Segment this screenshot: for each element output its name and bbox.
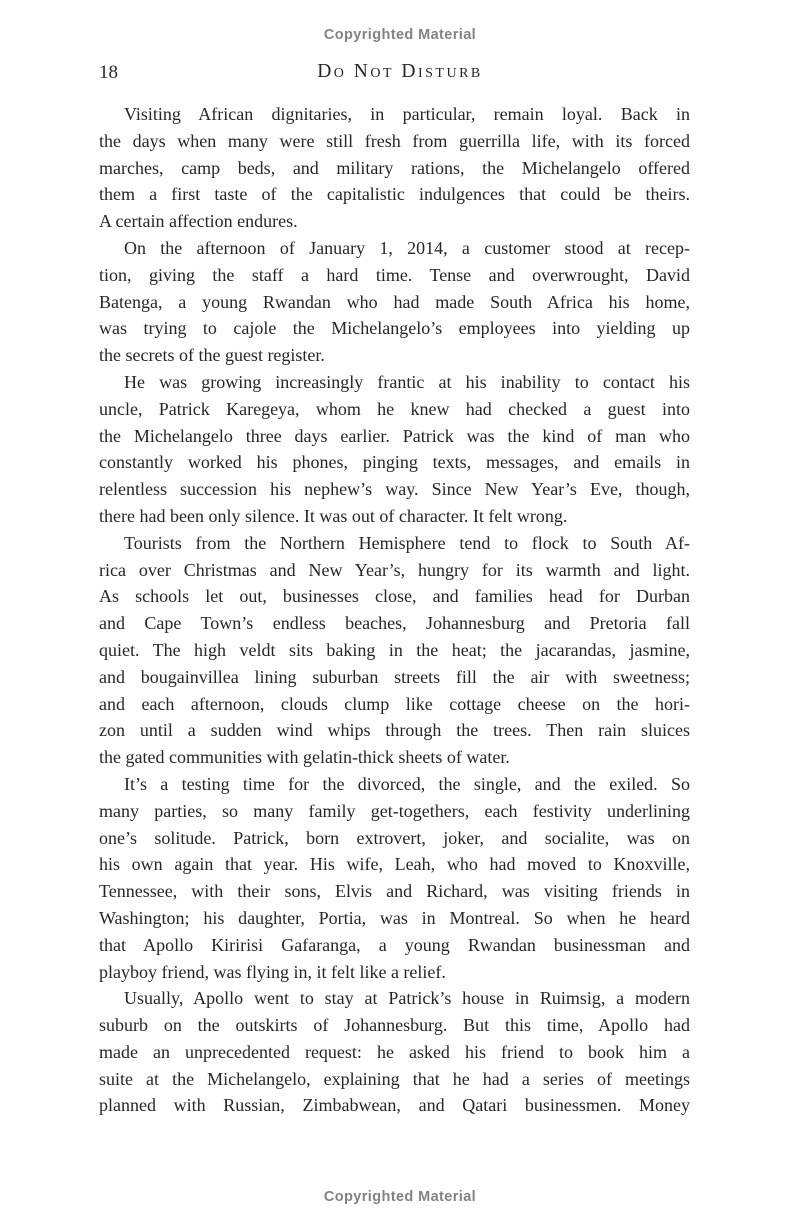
running-header: Do Not Disturb [317, 61, 483, 82]
body-line: quiet. The high veldt sits baking in the heat; the jacarandas, jasmine, [99, 639, 690, 660]
body-line: uncle, Patrick Karegeya, whom he knew had checked a guest into [99, 398, 690, 419]
body-line: Visiting African dignitaries, in particular, remain loyal. Back in [124, 104, 690, 124]
body-line: constantly worked his phones, pinging texts, messages, and emails in [99, 452, 690, 473]
body-line: He was growing increasingly frantic at his inability to contact his [124, 371, 690, 392]
body-line: and each afternoon, clouds clump like cottage cheese on the hori- [99, 693, 690, 714]
body-line: many parties, so many family get-togethers, each festivity underlining [99, 800, 690, 821]
body-line: and bougainvillea lining suburban streets fill the air with sweetness; [99, 666, 690, 687]
body-line: and Cape Town’s endless beaches, Johannesburg and Pretoria fall [99, 613, 690, 634]
body-line: suburb on the outskirts of Johannesburg. But this time, Apollo had [99, 1015, 690, 1036]
body-line: As schools let out, businesses close, and families head for Durban [99, 586, 690, 607]
body-line: It’s a testing time for the divorced, the single, and the exiled. So [124, 773, 690, 794]
body-line: there had been only silence. It was out of character. It felt wrong. [99, 505, 568, 526]
body-line: made an unprecedented request: he asked his friend to book him a [99, 1041, 690, 1062]
body-line: Washington; his daughter, Portia, was in Montreal. So when he heard [99, 907, 690, 928]
body-line: his own again that year. His wife, Leah, who had moved to Knoxville, [99, 854, 690, 875]
body-line: that Apollo Kiririsi Gafaranga, a young Rwandan businessman and [99, 934, 690, 955]
page-number: 18 [99, 62, 118, 83]
body-line: zon until a sudden wind whips through the trees. Then rain sluices [99, 720, 690, 741]
body-line: suite at the Michelangelo, explaining that he had a series of meetings [99, 1068, 690, 1089]
body-line: Tennessee, with their sons, Elvis and Richard, was visiting friends in [99, 881, 690, 902]
body-line: Tourists from the Northern Hemisphere tend to flock to South Af- [124, 532, 690, 553]
body-line: the days when many were still fresh from guerrilla life, with its forced [99, 130, 690, 151]
body-line: the gated communities with gelatin-thick sheets of water. [99, 747, 510, 768]
body-line: Usually, Apollo went to stay at Patrick’s house in Ruimsig, a modern [124, 988, 690, 1009]
body-line: tion, giving the staff a hard time. Tense and overwrought, David [99, 264, 690, 285]
copyright-notice-top: Copyrighted Material [323, 27, 477, 43]
body-line: was trying to cajole the Michelangelo’s employees into yielding up [99, 318, 690, 339]
body-line: Batenga, a young Rwandan who had made South Africa his home, [99, 291, 690, 312]
body-line: the secrets of the guest register. [99, 345, 325, 366]
body-line: rica over Christmas and New Year’s, hungry for its warmth and light. [99, 559, 690, 580]
body-text [99, 101, 690, 1119]
body-line: the Michelangelo three days earlier. Patrick was the kind of man who [99, 425, 690, 446]
body-line: On the afternoon of January 1, 2014, a customer stood at recep- [124, 237, 690, 258]
body-line: playboy friend, was flying in, it felt like a relief. [99, 961, 446, 982]
body-line: A certain affection endures. [99, 211, 298, 232]
body-line: planned with Russian, Zimbabwean, and Qatari businessmen. Money [99, 1095, 690, 1116]
body-line: one’s solitude. Patrick, born extrovert, joker, and socialite, was on [99, 827, 690, 848]
body-line: relentless succession his nephew’s way. Since New Year’s Eve, though, [99, 479, 690, 500]
body-line: marches, camp beds, and military rations, the Michelangelo offered [99, 157, 690, 178]
body-line: them a first taste of the capitalistic indulgences that could be theirs. [99, 184, 690, 205]
copyright-notice-bottom: Copyrighted Material [323, 1189, 477, 1205]
